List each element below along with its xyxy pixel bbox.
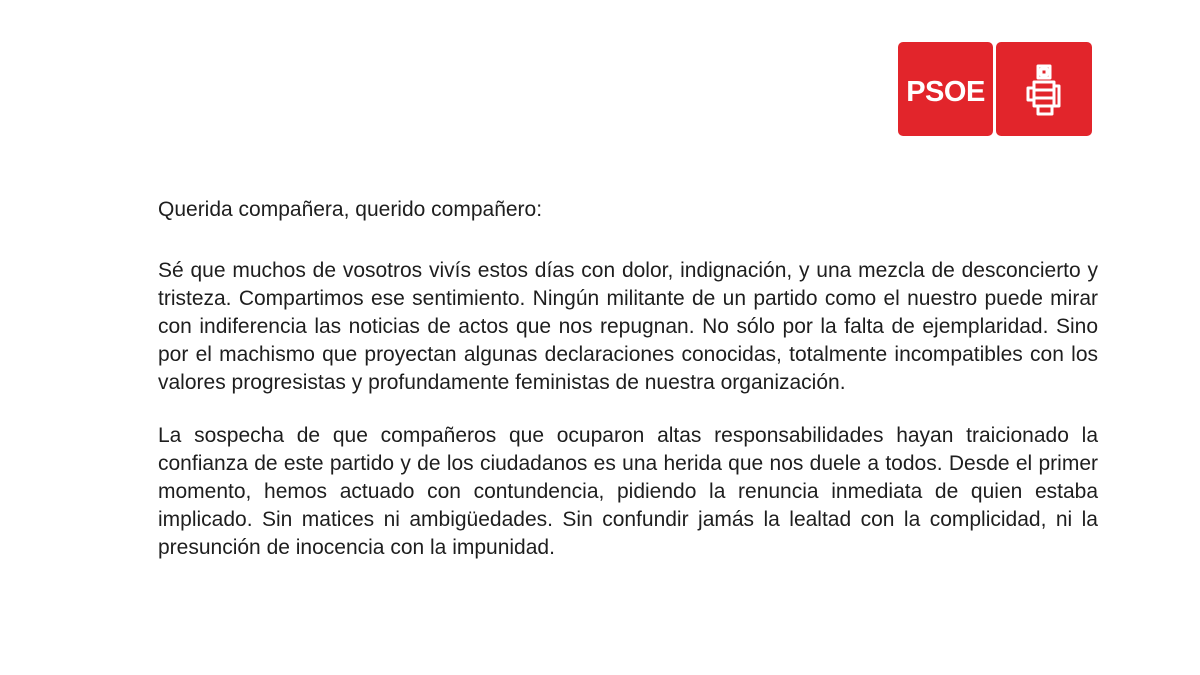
- letter-salutation: Querida compañera, querido compañero:: [158, 198, 543, 221]
- rose-fist-icon-glyph: [1024, 60, 1064, 118]
- logo-wordmark: PSOE: [898, 42, 993, 136]
- psoe-logo: [898, 42, 1092, 136]
- letter-body: [158, 196, 1098, 587]
- rose-fist-icon: [996, 42, 1092, 136]
- letter-paragraph-1: Sé que muchos de vosotros vivís estos días con dolor, indignación, y una mezcla de desconcierto y tristeza. Compartimos ese sentimiento. Ningún militante de un partido como el nuestro puede mirar con indiferencia las noticias de actos que nos repugnan. No sólo por la falta de ejemplaridad. Sino por el machismo que proyectan algunas declaraciones conocidas, totalmente incompatibles con los valores progresistas y profundamente feministas de nuestra organización.: [158, 259, 1098, 394]
- letter-paragraph-2: La sospecha de que compañeros que ocuparon altas responsabilidades hayan traicionado la confianza de este partido y de los ciudadanos es una herida que nos duele a todos. Desde el primer momento, hemos actuado con contundencia, pidiendo la renuncia inmediata de quien estaba implicado. Sin matices ni ambigüedades. Sin confundir jamás la lealtad con la complicidad, ni la presunción de inocencia con la impunidad.: [158, 424, 1098, 559]
